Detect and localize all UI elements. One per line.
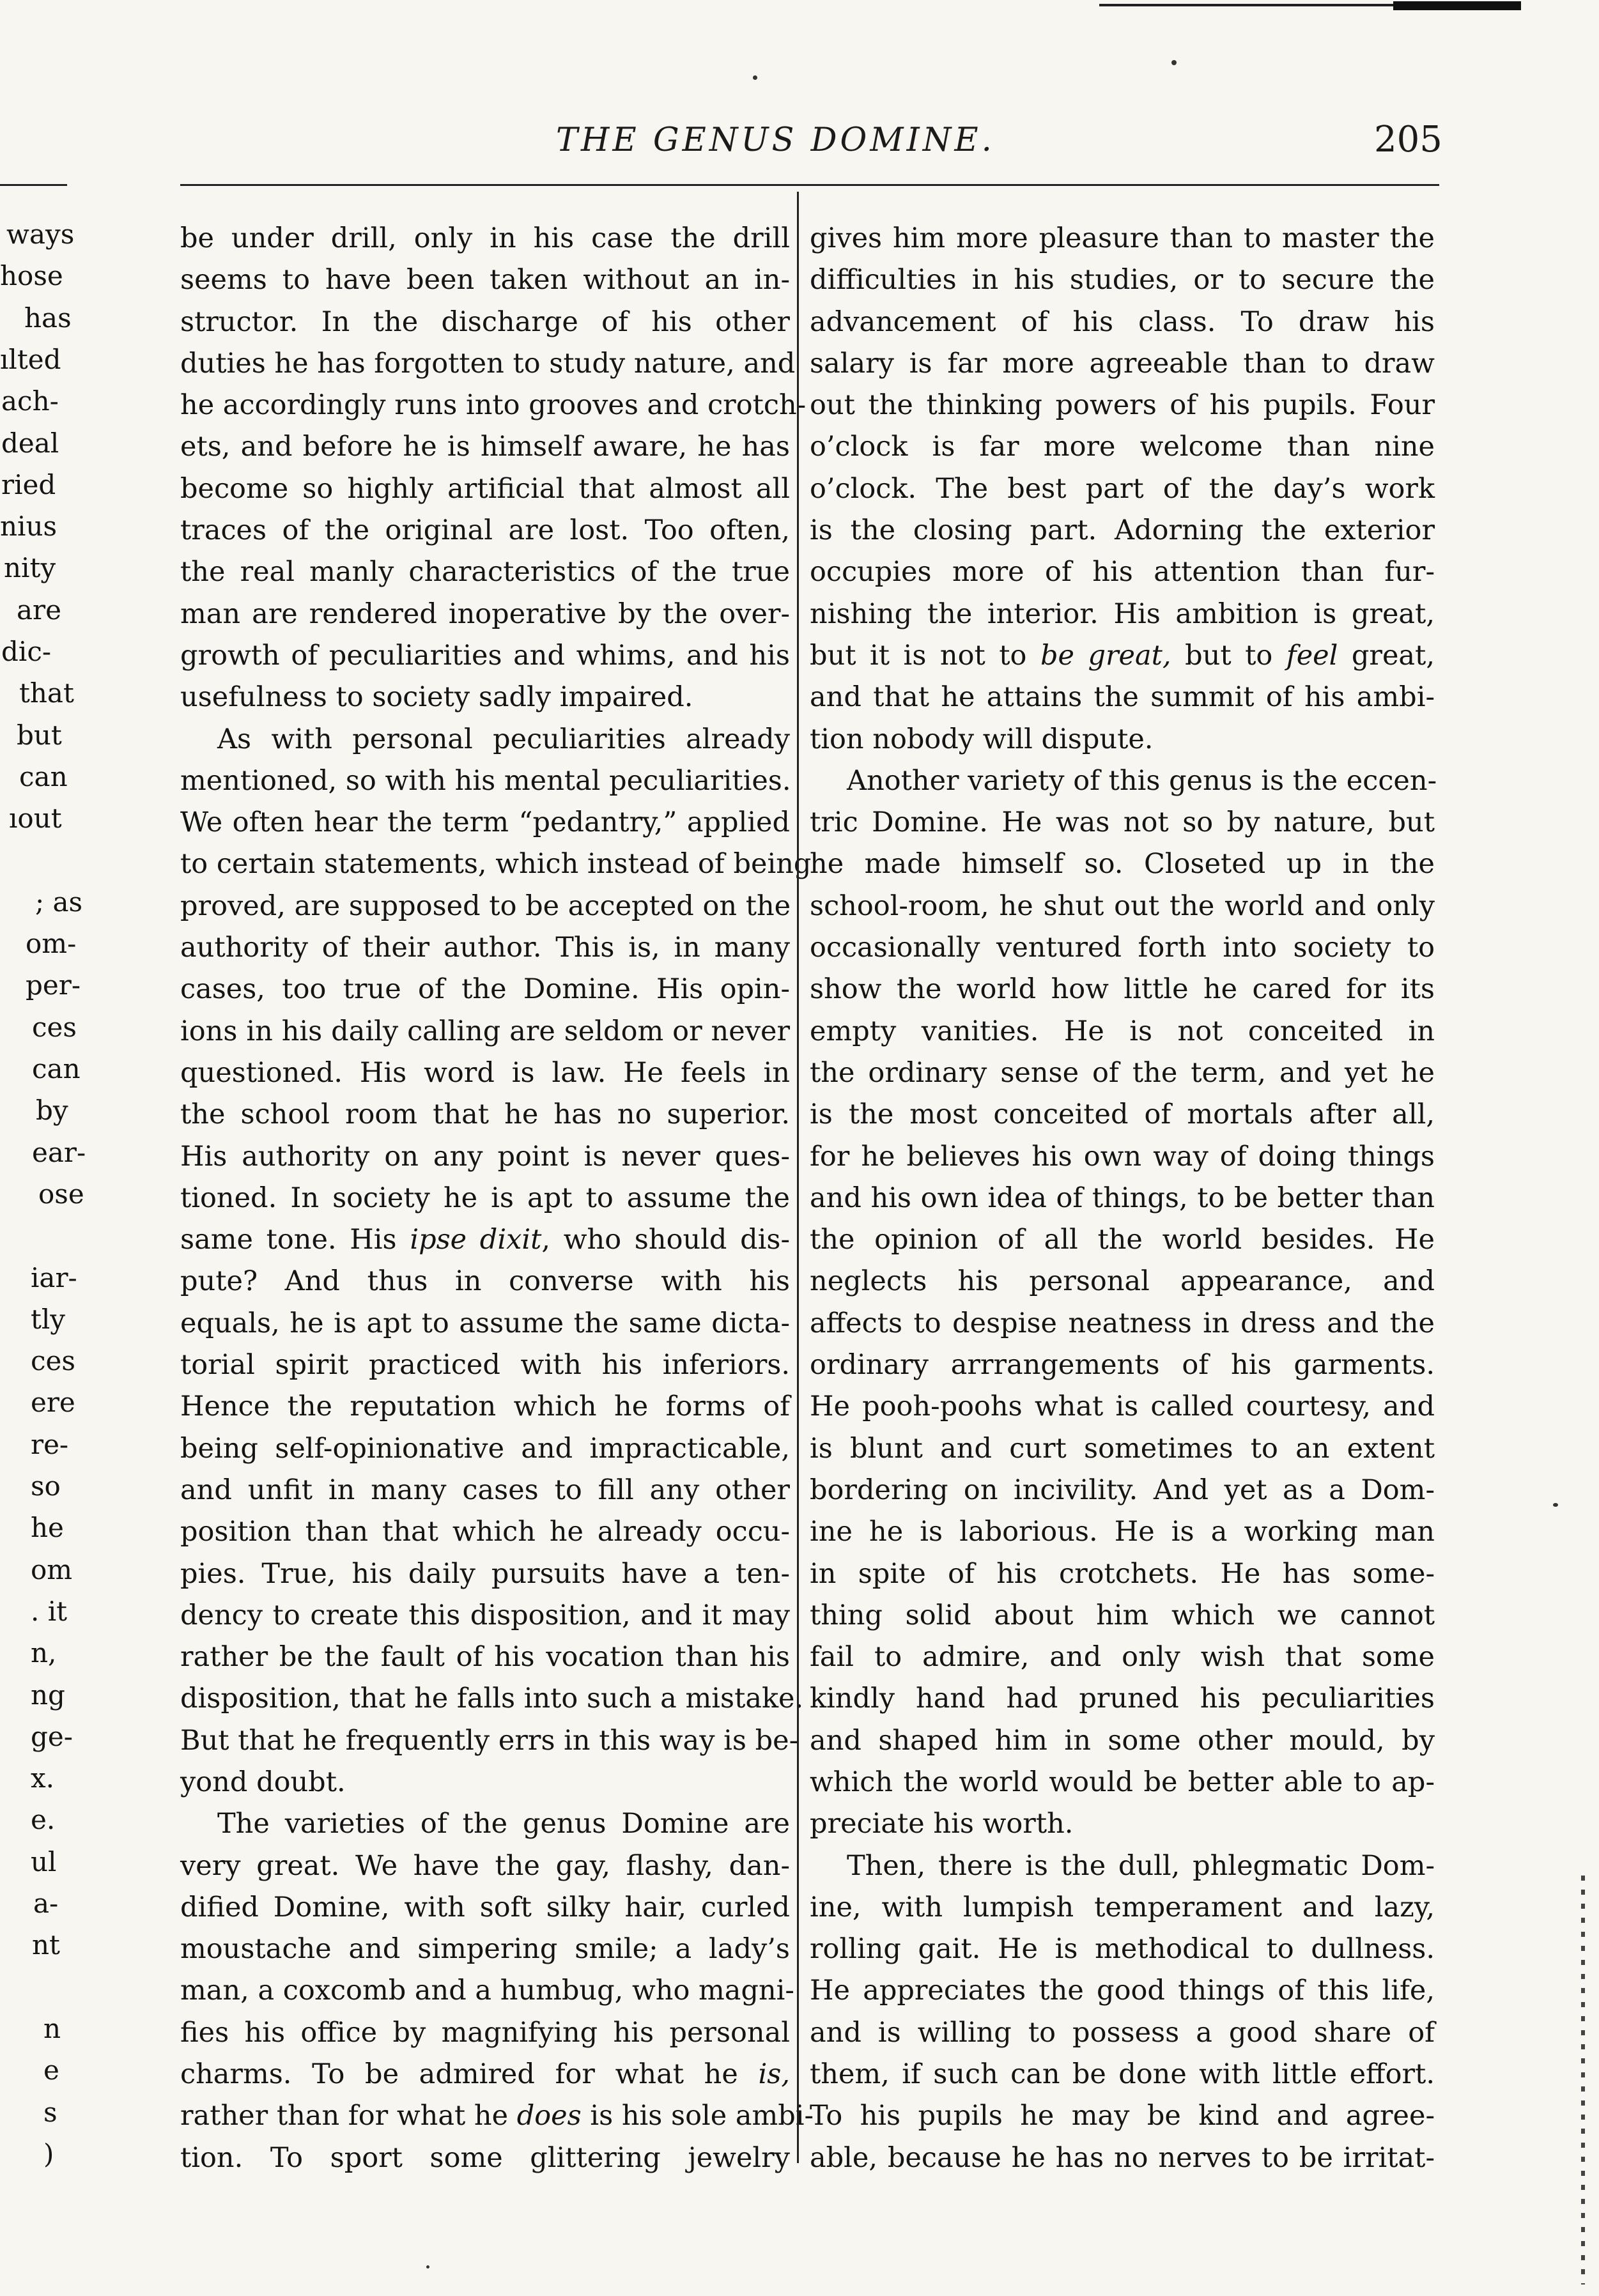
margin-fragment: om — [31, 1553, 73, 1585]
top-edge-bar — [1393, 1, 1521, 10]
margin-fragment: by — [36, 1095, 68, 1127]
margin-fragment: nius — [0, 511, 58, 543]
text-line: fail to admire, and only wish that some — [810, 1641, 1435, 1674]
text-line: man are rendered inoperative by the over- — [180, 597, 790, 630]
text-line: and shaped him in some other mould, by — [810, 1724, 1435, 1757]
text-line: dency to create this disposition, and it may — [180, 1599, 790, 1631]
margin-fragment: he — [31, 1512, 64, 1544]
margin-fragment: e — [43, 2054, 59, 2086]
text-line: proved, are supposed to be accepted on the — [180, 890, 791, 922]
margin-fragment: dic- — [1, 636, 52, 667]
text-line: authority of their author. This is, in many — [180, 932, 790, 964]
text-line: out the thinking powers of his pupils. Four — [810, 389, 1435, 422]
text-line: ions in his daily calling are seldom or never — [180, 1015, 790, 1047]
margin-fragment: tly — [31, 1303, 66, 1335]
text-line: thing solid about him which we cannot — [810, 1599, 1435, 1631]
page-header — [0, 115, 1599, 173]
margin-fragment: ose — [38, 1178, 84, 1210]
text-line: able, because he has no nerves to be irritat- — [810, 2141, 1435, 2174]
text-line: very great. We have the gay, flashy, dan- — [180, 1849, 790, 1882]
text-line: fies his office by magnifying his personal — [180, 2016, 790, 2049]
text-line: show the world how little he cared for its — [810, 973, 1435, 1006]
text-line: pies. True, his daily pursuits have a ten- — [180, 1557, 790, 1590]
text-line: dified Domine, with soft silky hair, curled — [180, 1891, 790, 1923]
text-line: them, if such can be done with little effort. — [810, 2058, 1435, 2091]
margin-fragment: ried — [1, 468, 56, 500]
ink-fleck — [426, 2265, 429, 2269]
text-line: pute? And thus in converse with his — [180, 1265, 790, 1298]
text-line: and unfit in many cases to fill any other — [180, 1474, 790, 1506]
text-line: the school room that he has no superior. — [180, 1098, 790, 1131]
text-line: rather be the fault of his vocation than his — [180, 1641, 790, 1674]
text-line: charms. To be admired for what he is, — [180, 2058, 790, 2091]
text-line: But that he frequently errs in this way is be- — [180, 1724, 799, 1757]
margin-fragment: ces — [32, 1011, 77, 1043]
text-line: and is willing to possess a good share of — [810, 2016, 1435, 2049]
margin-fragment: has — [24, 302, 72, 334]
margin-fragment: ul — [31, 1845, 57, 1877]
text-line: ets, and before he is himself aware, he has — [180, 431, 790, 463]
text-line: He pooh-poohs what is called courtesy, and — [810, 1391, 1435, 1423]
margin-fragment: iar- — [31, 1261, 77, 1293]
margin-fragment: a- — [33, 1888, 59, 1919]
text-line: empty vanities. He is not conceited in — [810, 1015, 1435, 1047]
text-line: position than that which he already occu- — [180, 1516, 790, 1548]
margin-fragment: nt — [32, 1929, 60, 1961]
page-number: 205 — [1374, 119, 1442, 160]
text-line: be under drill, only in his case the drill — [180, 222, 790, 254]
text-line: The varieties of the genus Domine are — [217, 1808, 790, 1840]
margin-fragment: ılted — [0, 343, 61, 375]
text-line: become so highly artificial that almost all — [180, 472, 790, 505]
text-line: equals, he is apt to assume the same dicta- — [180, 1307, 790, 1339]
text-line: tioned. In society he is apt to assume the — [180, 1182, 790, 1214]
header-rule — [180, 184, 1439, 186]
text-line: school-room, he shut out the world and only — [810, 890, 1435, 922]
margin-fragment: ) — [43, 2138, 54, 2169]
column-divider — [797, 192, 799, 2163]
text-line: occasionally ventured forth into society to — [810, 932, 1435, 964]
text-line: Hence the reputation which he forms of — [180, 1391, 790, 1423]
margin-fragment: ces — [31, 1345, 75, 1377]
text-line: o’clock is far more welcome than nine — [810, 431, 1435, 463]
text-line: difficulties in his studies, or to secure the — [810, 264, 1435, 297]
text-line: to certain statements, which instead of being — [180, 848, 812, 881]
margin-fragment: ach- — [1, 385, 59, 417]
margin-fragment: nity — [4, 552, 56, 584]
text-line: His authority on any point is never ques- — [180, 1140, 790, 1173]
text-line: and that he attains the summit of his ambi- — [810, 681, 1435, 714]
text-line: same tone. His ipse dixit, who should dis- — [180, 1224, 790, 1256]
text-line: bordering on incivility. And yet as a Dom- — [810, 1474, 1435, 1506]
text-line: ine he is laborious. He is a working man — [810, 1516, 1435, 1548]
margin-fragment: can — [19, 760, 68, 792]
margin-fragment: deal — [1, 427, 59, 459]
text-line: rather than for what he does is his sole ambi- — [180, 2100, 814, 2132]
margin-fragment: per- — [26, 969, 81, 1001]
text-line: moustache and simpering smile; a lady’s — [180, 1933, 790, 1966]
text-line: duties he has forgotten to study nature, and — [180, 347, 796, 380]
text-line: man, a coxcomb and a humbug, who magni- — [180, 1975, 794, 2007]
margin-fragment: can — [32, 1053, 81, 1084]
ink-fleck — [1171, 60, 1177, 65]
text-line: ordinary arrrangements of his garments. — [810, 1349, 1435, 1382]
text-line: is the most conceited of mortals after all, — [810, 1098, 1435, 1131]
text-line: We often hear the term “pedantry,” applied — [180, 806, 790, 839]
text-line: salary is far more agreeable than to draw — [810, 347, 1435, 380]
scan-edge-marks — [1581, 1876, 1585, 2284]
text-line: usefulness to society sadly impaired. — [180, 681, 693, 714]
text-line: is the closing part. Adorning the exterior — [810, 514, 1435, 547]
text-line: structor. In the discharge of his other — [180, 305, 790, 338]
text-line: rolling gait. He is methodical to dullness. — [810, 1933, 1435, 1966]
text-line: cases, too true of the Domine. His opin- — [180, 973, 790, 1006]
text-line: is blunt and curt sometimes to an extent — [810, 1432, 1435, 1465]
text-line: Then, there is the dull, phlegmatic Dom- — [847, 1849, 1435, 1882]
text-line: torial spirit practiced with his inferiors. — [180, 1349, 790, 1382]
text-line: o’clock. The best part of the day’s work — [810, 472, 1435, 505]
text-line: He appreciates the good things of this life, — [810, 1975, 1435, 2007]
margin-fragment: that — [19, 677, 74, 709]
text-line: Another variety of this genus is the eccen- — [847, 764, 1437, 797]
margin-fragment: om- — [26, 928, 77, 960]
margin-fragment: ng — [31, 1679, 65, 1711]
text-line: but it is not to be great, but to feel great, — [810, 639, 1435, 672]
text-line: the opinion of all the world besides. He — [810, 1224, 1435, 1256]
facing-page-rule — [0, 184, 67, 186]
text-line: preciate his worth. — [810, 1808, 1074, 1840]
text-line: in spite of his crotchets. He has some- — [810, 1557, 1435, 1590]
margin-fragment: ; as — [35, 886, 83, 918]
text-line: and his own idea of things, to be better than — [810, 1182, 1435, 1214]
margin-fragment: ear- — [32, 1136, 86, 1168]
left-column — [180, 218, 814, 2179]
margin-fragment: n, — [31, 1637, 57, 1669]
text-line: kindly hand had pruned his peculiarities — [810, 1683, 1435, 1715]
margin-fragment: but — [17, 719, 62, 751]
text-line: tion. To sport some glittering jewelry — [180, 2141, 790, 2174]
text-line: gives him more pleasure than to master the — [810, 222, 1435, 254]
text-line: being self-opinionative and impracticable, — [180, 1432, 790, 1465]
margin-fragment: e. — [31, 1804, 56, 1836]
text-line: traces of the original are lost. Too often, — [180, 514, 790, 547]
text-line: tric Domine. He was not so by nature, but — [810, 806, 1435, 839]
margin-fragment: x. — [31, 1762, 55, 1794]
text-line: growth of peculiarities and whims, and his — [180, 639, 790, 672]
text-line: which the world would be better able to ap- — [810, 1766, 1435, 1798]
text-line: ine, with lumpish temperament and lazy, — [810, 1891, 1435, 1923]
text-line: he accordingly runs into grooves and crotch- — [180, 389, 807, 422]
text-line: As with personal peculiarities already — [217, 723, 790, 755]
ink-fleck — [1553, 1503, 1558, 1507]
text-line: seems to have been taken without an in- — [180, 264, 790, 297]
text-line: mentioned, so with his mental peculiarities. — [180, 764, 791, 797]
running-head: THE GENUS DOMINE. — [556, 121, 995, 159]
text-line: yond doubt. — [180, 1766, 346, 1798]
margin-fragment: ge- — [31, 1720, 73, 1752]
margin-fragment: . it — [31, 1595, 68, 1627]
text-line: occupies more of his attention than fur- — [810, 556, 1435, 589]
text-line: the real manly characteristics of the true — [180, 556, 790, 589]
right-column — [810, 218, 1435, 2179]
text-line: questioned. His word is law. He feels in — [180, 1056, 790, 1089]
text-line: tion nobody will dispute. — [810, 723, 1154, 755]
margin-fragment: hose — [0, 260, 63, 292]
margin-fragment: ıout — [9, 803, 62, 835]
text-line: disposition, that he falls into such a mistake. — [180, 1683, 804, 1715]
margin-fragment: s — [43, 2096, 58, 2128]
margin-fragment: re- — [31, 1428, 69, 1460]
text-line: for he believes his own way of doing things — [810, 1140, 1435, 1173]
margin-fragment: are — [17, 594, 61, 626]
margin-fragment: so — [31, 1470, 61, 1502]
margin-fragment: n — [43, 2012, 61, 2044]
text-line: advancement of his class. To draw his — [810, 305, 1435, 338]
ink-fleck — [753, 75, 757, 80]
text-line: the ordinary sense of the term, and yet he — [810, 1056, 1435, 1089]
text-line: nishing the interior. His ambition is great, — [810, 597, 1435, 630]
text-line: To his pupils he may be kind and agree- — [810, 2100, 1435, 2132]
margin-fragment: ways — [6, 219, 75, 250]
margin-fragment: ere — [31, 1387, 75, 1419]
text-line: he made himself so. Closeted up in the — [810, 848, 1435, 881]
text-line: neglects his personal appearance, and — [810, 1265, 1435, 1298]
text-line: affects to despise neatness in dress and the — [810, 1307, 1435, 1339]
